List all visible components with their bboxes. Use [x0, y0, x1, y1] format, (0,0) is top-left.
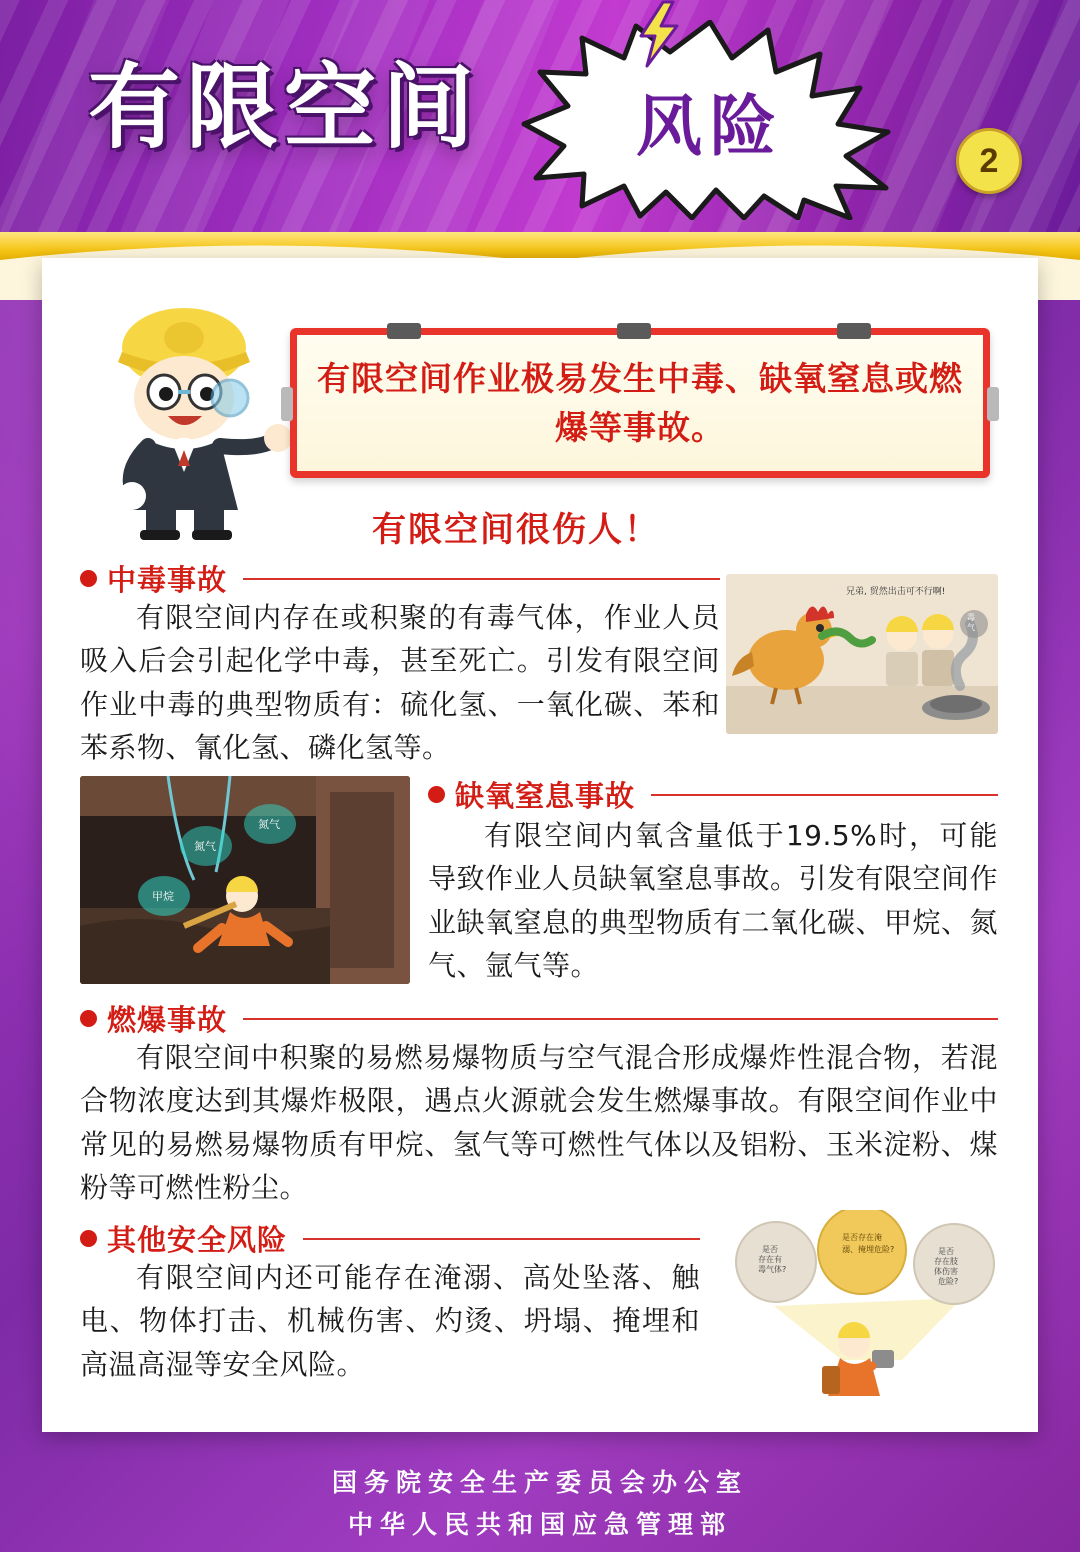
svg-text:体伤害: 体伤害 [934, 1267, 958, 1276]
section-header-other-risks [80, 1218, 700, 1259]
section-title: 缺氧窒息事故 [455, 779, 636, 813]
svg-text:是否: 是否 [762, 1245, 778, 1254]
burst-shape [520, 20, 900, 220]
page-title: 有限空间 [88, 54, 481, 161]
lightning-icon [625, 0, 695, 70]
illustration-other-risks [722, 1210, 1004, 1402]
section-rule [243, 578, 720, 580]
section-header-asphyxia [428, 774, 998, 815]
section-rule [243, 1018, 998, 1020]
content-book [0, 240, 1080, 1452]
bullet-icon [80, 1010, 97, 1027]
illustration-asphyxia [80, 776, 410, 984]
footer-org-line-1: 国务院安全生产委员会办公室 [331, 1468, 748, 1497]
banner-clip [387, 323, 421, 339]
svg-text:存在肢: 存在肢 [934, 1257, 958, 1266]
content-page [42, 258, 1038, 1432]
banner-clip [837, 323, 871, 339]
section-rule [303, 1238, 700, 1240]
section-title: 中毒事故 [107, 563, 228, 597]
section-subtitle: 有限空间很伤人！ [372, 510, 660, 550]
banner-screw [987, 387, 999, 421]
burst-title: 风险 [636, 87, 784, 165]
svg-text:危险?: 危险? [938, 1277, 959, 1286]
section-body-asphyxia: 有限空间内氧含量低于19.5%时，可能导致作业人员缺氧窒息事故。引发有限空间作业缺氧窒息的典型物质有二氧化碳、甲烷、氮气、氩气等。 [428, 819, 999, 983]
mascot-illustration [102, 300, 292, 540]
banner-screw [281, 387, 293, 421]
bullet-icon [428, 786, 445, 803]
poster-footer [0, 1452, 1080, 1552]
svg-text:气: 气 [967, 623, 975, 632]
section-rule [651, 794, 998, 796]
svg-text:氮气: 氮气 [194, 840, 216, 853]
illustration-poison [726, 574, 998, 734]
svg-text:存在有: 存在有 [758, 1255, 782, 1264]
section-body-poisoning: 有限空间内存在或积聚的有毒气体，作业人员吸入后会引起化学中毒，甚至死亡。引发有限空间作业中毒的典型物质有：硫化氢、一氧化碳、苯和苯系物、氰化氢、磷化氢等。 [80, 601, 720, 765]
poster-header [0, 0, 1080, 232]
svg-text:溺、掩埋危险?: 溺、掩埋危险? [842, 1245, 895, 1254]
section-title: 燃爆事故 [107, 1003, 228, 1037]
footer-org-line-2: 中华人民共和国应急管理部 [347, 1510, 732, 1539]
svg-text:毒气体?: 毒气体? [758, 1265, 787, 1274]
page-number-badge: 2 [956, 128, 1022, 194]
section-header-explosion [80, 998, 998, 1039]
warning-banner [290, 328, 990, 478]
banner-clip [617, 323, 651, 339]
bullet-icon [80, 570, 97, 587]
svg-text:氮气: 氮气 [258, 818, 280, 831]
section-body-other-risks: 有限空间内还可能存在淹溺、高处坠落、触电、物体打击、机械伤害、灼烫、坍塌、掩埋和高温高湿等安全风险。 [80, 1261, 700, 1381]
svg-text:是否存在淹: 是否存在淹 [842, 1233, 882, 1242]
section-title: 其他安全风险 [107, 1223, 288, 1257]
svg-text:是否: 是否 [938, 1247, 954, 1256]
svg-text:毒: 毒 [967, 613, 975, 622]
warning-banner-text: 有限空间作业极易发生中毒、缺氧窒息或燃爆等事故。 [317, 358, 963, 447]
svg-text:甲烷: 甲烷 [152, 890, 174, 903]
section-body-explosion: 有限空间中积聚的易燃易爆物质与空气混合形成爆炸性混合物，若混合物浓度达到其爆炸极限，遇点火源就会发生燃爆事故。有限空间作业中常见的易燃易爆物质有甲烷、氢气等可燃性气体以及铝粉、玉米淀粉、煤粉等可燃性粉尘。 [80, 1041, 998, 1205]
bullet-icon [80, 1230, 97, 1247]
section-header-poisoning [80, 558, 720, 599]
svg-text:兄弟, 贸然出击可不行啊!: 兄弟, 贸然出击可不行啊! [846, 587, 946, 597]
